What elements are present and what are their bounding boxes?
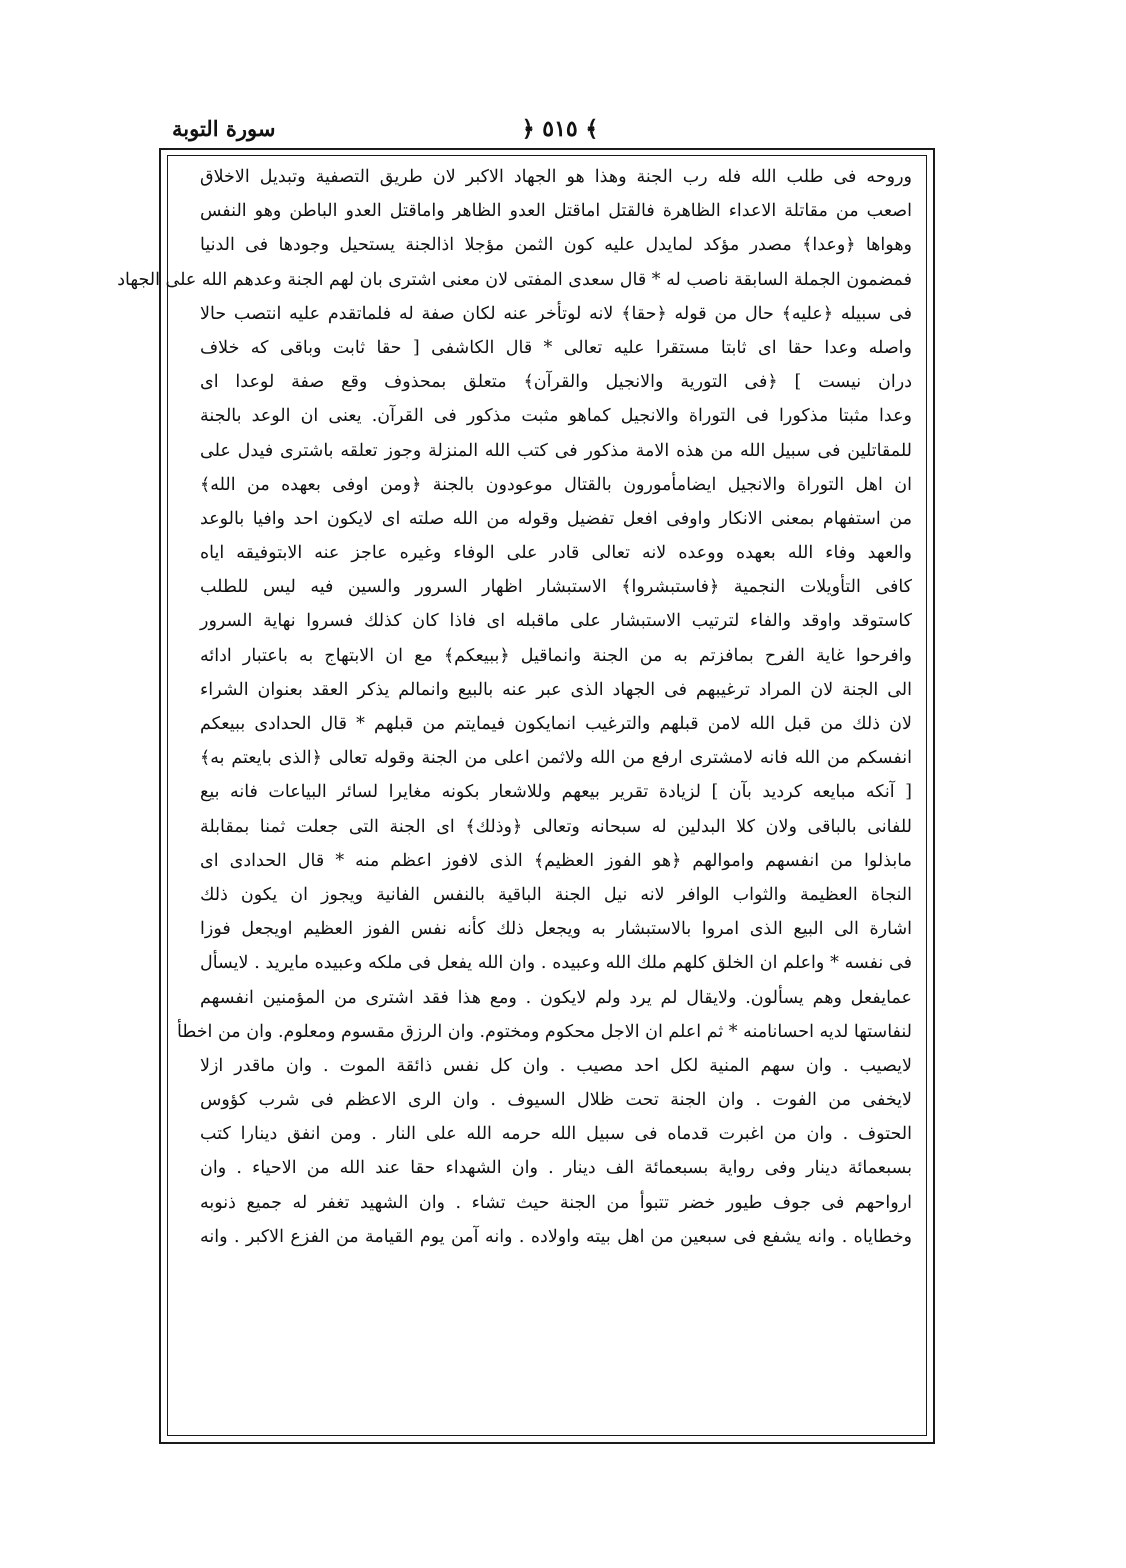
text-line: كاستوقد واوقد والفاء لترتيب الاستبشار على ماقبله اى فاذا كان كذلك فسروا نهاية السرور (200, 611, 912, 632)
text-line: من استفهام بمعنى الانكار واوفى افعل تفضيل وقوله من الله صلته اى لايكون احد وافيا بالوعد (200, 508, 912, 529)
text-line: دران نيست ] ﴿فى التورية والانجيل والقرآن﴾ متعلق بمحذوف وقع صفة لوعدا اى (200, 372, 912, 393)
text-line: وخطاياه . وانه يشفع فى سبعين من اهل بيته واولاده . وانه آمن يوم القيامة من الفزع الاكبر . وانه (200, 1226, 912, 1247)
text-line: وهواها ﴿وعدا﴾ مصدر مؤكد لمايدل عليه كون الثمن مؤجلا اذالجنة يستحيل وجودها فى الدنيا (200, 235, 912, 256)
surah-title: سورة التوبة (172, 116, 276, 141)
text-line (200, 1254, 912, 1288)
text-line: للفانى بالباقى ولان كلا البدلين له سبحانه وتعالى ﴿وذلك﴾ اى الجنة التى جعلت ثمنا بمقابلة (200, 816, 912, 837)
text-line: فى سبيله ﴿عليه﴾ حال من قوله ﴿حقا﴾ لانه لوتأخر عنه لكان صفة له فلماتقدم عليه انتصب حالا (200, 303, 912, 324)
text-line: لان ذلك من قبل الله لامن قبلهم والترغيب انمايكون فيمايتم من قبلهم * قال الحدادى ببيعكم (200, 714, 912, 734)
text-line: بسبعمائة دينار وفى رواية بسبعمائة الف دينار . وان الشهداء حقا عند الله من الاحياء . وان (200, 1158, 912, 1179)
text-line: فمضمون الجملة السابقة ناصب له * قال سعدى المفتى لان معنى اشترى بان لهم الجنة وعدهم الله على الجهاد (117, 269, 912, 290)
text-line: ان اهل التوراة والانجيل ايضامأمورون بالقتال موعودون بالجنة ﴿ومن اوفى بعهده من الله﴾ (200, 474, 912, 495)
text-line: وافرحوا غاية الفرح بمافزتم به من الجنة وانماقيل ﴿ببيعكم﴾ مع ان الابتهاج به باعتبار ادائه (200, 645, 912, 666)
text-line: عمايفعل وهم يسألون. ولايقال لم يرد ولم لايكون . ومع هذا فقد اشترى من المؤمنين انفسهم (200, 987, 912, 1008)
page-number: ﴾ ٥١٥ ﴿ (521, 116, 599, 142)
text-line: لايصيب . وان سهم المنية لكل احد مصيب . وان كل نفس ذائقة الموت . وان ماقدر ازلا (200, 1055, 912, 1076)
text-line: لنفاستها لديه احسانامنه * ثم اعلم ان الاجل محكوم ومختوم. وان الرزق مقسوم ومعلوم. وان من اخطأ (177, 1021, 912, 1042)
text-line: انفسكم من الله فانه لامشترى ارفع من الله ولاثمن اعلى من الجنة وقوله تعالى ﴿الذى بايعتم به﴾ (200, 748, 912, 769)
text-line: ارواحهم فى جوف طيور خضر تتبوأ من الجنة حيث تشاء . وان الشهيد تغفر له جميع ذنوبه (200, 1192, 912, 1213)
text-line: كافى التأويلات النجمية ﴿فاستبشروا﴾ الاستبشار اظهار السرور والسين فيه ليس للطلب (200, 577, 912, 598)
text-line: [ آنكه مبايعه كرديد بآن ] لزيادة تقرير بيعهم وللاشعار بكونه مغايرا لسائر البياعات فانه بيع (200, 782, 912, 803)
text-line (200, 1288, 912, 1322)
text-line: للمقاتلين فى سبيل الله من هذه الامة مذكور فى كتب الله المنزلة وجوز تعلقه باشترى فيدل على (200, 440, 912, 461)
text-line: لايخفى من الفوت . وان الجنة تحت ظلال السيوف . وان الرى الاعظم فى شرب كؤوس (200, 1090, 912, 1111)
text-line: اشارة الى البيع الذى امروا بالاستبشار به ويجعل ذلك كأنه نفس الفوز العظيم اويجعل فوزا (200, 919, 912, 940)
text-line: فى نفسه * واعلم ان الخلق كلهم ملك الله وعبيده . وان الله يفعل فى ملكه وعبيده مايريد . لايسأل (200, 953, 912, 974)
text-line: الى الجنة لان المراد ترغيبهم فى الجهاد الذى عبر عنه بالبيع وانمالم يذكر العقد بعنوان الشراء (200, 679, 912, 700)
text-line: النجاة العظيمة والثواب الوافر لانه نيل الجنة الباقية بالنفس الفانية ويجوز ان يكون ذلك (200, 884, 912, 905)
text-line: وروحه فى طلب الله فله رب الجنة وهذا هو الجهاد الاكبر لان طريق التصفية وتبديل الاخلاق (200, 167, 912, 187)
text-line: اصعب من مقاتلة الاعداء الظاهرة فالقتل اماقتل العدو الظاهر واماقتل العدو الباطن وهو النفس (200, 201, 912, 222)
text-line: الحتوف . وان من اغبرت قدماه فى سبيل الله حرمه الله على النار . ومن انفق دينارا كتب (200, 1124, 912, 1145)
text-line: والعهد وفاء الله بعهده ووعده لانه تعالى قادر على الوفاء وغيره عاجز عنه الابتوفيقه اياه (200, 543, 912, 564)
text-body (117, 160, 912, 1322)
text-line: وعدا مثبتا مذكورا فى التوراة والانجيل كماهو مثبت مذكور فى القرآن. يعنى ان الوعد بالجنة (200, 406, 912, 427)
text-line: مابذلوا من انفسهم واموالهم ﴿هو الفوز العظيم﴾ الذى لافوز اعظم منه * قال الحدادى اى (200, 850, 912, 871)
text-line: واصله وعدا حقا اى ثابتا مستقرا عليه تعالى * قال الكاشفى [ حقا ثابت وباقى كه خلاف (200, 337, 912, 358)
